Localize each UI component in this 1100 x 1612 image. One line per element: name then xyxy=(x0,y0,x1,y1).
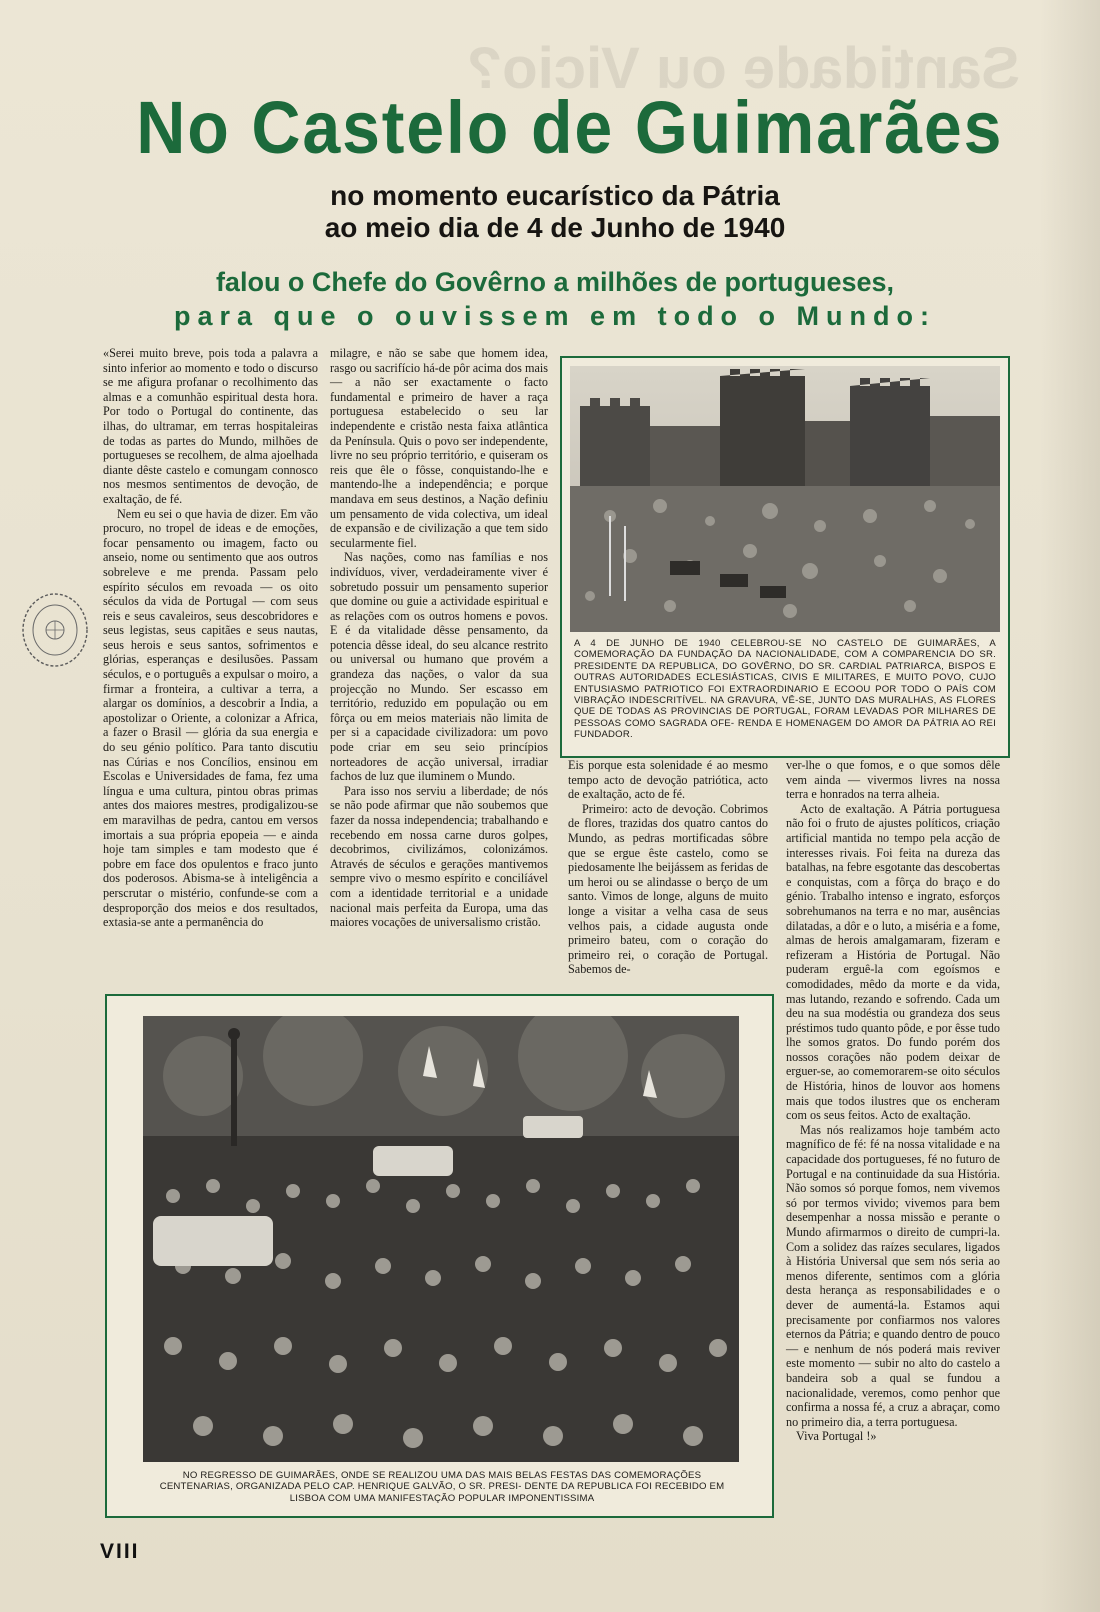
paragraph: Para isso nos serviu a liberdade; de nós se não pode afirmar que não soubemos que fazer da nossa independencia; trabalhando e recebendo em nossa carne duros golpes, decobrimos, civilizámos, colonizámos. Através de séculos e gerações mantivemos sempre vivo o mesmo espírito e concilíável com a identidade territorial e a unidade nacional mais perfeita da Europa, uma das maiores vocações de universalismo cristão. xyxy=(330,783,548,930)
page-edge-shadow xyxy=(1040,0,1100,1612)
article-subtitle xyxy=(235,180,875,244)
paragraph: milagre, e não se sabe que homem idea, rasgo ou sacrifício há-de pôr acima dos mais — a não ser exactamente o facto fundamental e primeiro de haver a raça portuguesa estabelecido o seu lar independente e cristão nesta faixa atlântica da Península. Quis o povo ser independente, livre no seu próprio território, e quiseram os reis que êle o fôsse, conquistando-lhe e mantendo-lhe a independência; e porque mandava em seus destinos, a Nação definiu um pensamento de vida colectiva, um ideal de expansão e de civilização a que tem sido secularmente fiel. xyxy=(330,346,548,550)
lisbon-crowd-photo-caption: NO REGRESSO DE GUIMARÃES, ONDE SE REALIZOU UMA DAS MAIS BELAS FESTAS DAS COMEMORAÇÕES CENTENARIAS, ORGANIZADA PELO CAP. HENRIQUE GALVÃO, O SR. PRESI- DENTE DA REPUBLICA FOI RECEBIDO EM LISBOA COM UMA MANIFESTAÇÃO POPULAR IMPONENTISSIMA xyxy=(159,1470,725,1504)
castle-photo-caption: A 4 DE JUNHO DE 1940 CELEBROU-SE NO CASTELO DE GUIMARÃES, A COMEMORAÇÃO DA FUNDAÇÃO DA NACIONALIDADE, COM A COMPARENCIA DO SR. PRESIDENTE DA REPUBLICA, DO GOVÊRNO, DO SR. CARDIAL PATRIARCA, BISPOS E OUTRAS AUTORIDADES ECLESIÁSTICAS, CIVIS E MILITARES, E MUITO POVO, CUJO ENTUSIASMO PATRIOTICO FOI EXTRAORDINARIO E ECOOU POR TODO O PAÍS COM VIBRAÇÃO INDESCRITÍVEL. NA GRAVURA, VÊ-SE, JUNTO DAS MURALHAS, AS FLORES QUE DE TODAS AS PROVINCIAS DE PORTUGAL, FORAM LEVADAS POR MILHARES DE PESSOAS COMO SAGRADA OFE- RENDA E HOMENAGEM DO AMOR DA PÁTRIA AO REI FUNDADOR. xyxy=(574,638,996,741)
paragraph: «Serei muito breve, pois toda a palavra a sinto inferior ao momento e todo o discurso se me afigura profanar o recolhimento das almas e a comunhão espiritual desta hora. Por todo o Portugal do continente, das ilhas, do ultramar, em terras hospitaleiras de todas as partes do Mundo, milhões de portugueses se recolhem, de alma ajoelhada diante dêste castelo e comungam connosco nos mesmos sentimentos de devoção, de exaltação, de fé. xyxy=(103,346,318,506)
text-column-3 xyxy=(568,758,768,988)
lead-line-1: falou o Chefe do Govêrno a milhões de portugueses, xyxy=(215,267,895,297)
castle-photo-frame xyxy=(560,356,1010,758)
article-title: No Castelo de Guimarães xyxy=(136,86,1004,169)
subtitle-line-2: ao meio dia de 4 de Junho de 1940 xyxy=(324,212,786,243)
article-lead xyxy=(120,265,990,333)
bleed-through-text: Santidade ou Vicio? xyxy=(466,36,1020,101)
paragraph: Mas nós realizamos hoje também acto magnífico de fé: fé na nossa vitalidade e na capacidade dos portugueses, fé no futuro de Portugal e na continuidade da sua História. Não somos só porque fomos, nem vivemos só por termos vivido; vivemos para bem desempenhar a nossa missão e perante o Mundo afirmarmos o direito de cumpri-la. Com a solidez das raízes seculares, ligados à História Universal que sem nós seria ao menos diferente, sentimos com a glória desta herança as responsabilidades e o dever de aumentá-la. Estamos aqui precisamente por confiarmos nos valores eternos da Pátria; e quando dentro de pouco — e nenhum de nós poderá mais reviver este momento — subir no alto do castelo a bandeira sob a qual se fundou a nacionalidade, veremos, como penhor que confirma a nossa fé, a cruz a abraçar, como no primeiro dia, a terra portuguesa. xyxy=(786,1122,1000,1429)
lisbon-crowd-photo-frame xyxy=(105,994,774,1518)
castle-photo xyxy=(570,366,1000,632)
paragraph: Nas nações, como nas famílias e nos indivíduos, viver, verdadeiramente viver é sobretudo possuir um pensamento superior que domine ou guie a actividade espiritual e as relações com os outros homens e povos. E é da vitalidade dêsse pensamento, da potencia dêsse ideal, do seu alcance restrito ou universal ou humano que provém a grandeza das nações, o valor da sua projecção no Mundo. Ser escasso em território, reduzido em população ou em fôrça ou em meios materiais não limita de per si a capacidade civilizadora: um povo pode criar em seu seio princípios norteadores de acção universal, irradiar fachos de luz que iluminem o Mundo. xyxy=(330,550,548,784)
paragraph: ver-lhe o que fomos, e o que somos dêle vem ainda — vivermos livres na nossa terra e honrados na terra alheia. xyxy=(786,758,1000,802)
speech-signoff: Viva Portugal !» xyxy=(796,1429,877,1444)
paragraph: Eis porque esta solenidade é ao mesmo tempo acto de devoção patriótica, acto de exaltação, acto de fé. xyxy=(568,758,768,802)
paragraph: Primeiro: acto de devoção. Cobrimos de flores, trazidas dos quatro cantos do Mundo, as pedras mortificadas sôbre que se ergue êste castelo, como se piedosamente lhe beijássem as feridas de um heroi ou se alindasse o berço de um santo. Vimos de longe, alguns de muito longe a visitar a velha casa de seus velhos pais, a cidade augusta onde primeiro bateu, com o coração do primeiro rei, o coração de Portugal. Sabemos de- xyxy=(568,801,769,977)
library-stamp-icon xyxy=(18,590,92,670)
page-number: VIII xyxy=(100,1540,140,1563)
subtitle-line-1: no momento eucarístico da Pátria xyxy=(330,180,780,211)
lead-line-2: para que o ouvissem em todo o Mundo: xyxy=(173,301,937,331)
lisbon-crowd-photo xyxy=(143,1016,739,1462)
paragraph: Acto de exaltação. A Pátria portuguesa não foi o fruto de ajustes políticos, criação artificial mantida no tempo pela acção de interesses rivais. Foi feita na dureza das batalhas, na febre esgotante das descobertas e conquistas, com a fôrça do braço e do génio. Trabalho intenso e ingrato, esforços sobrehumanos na terra e no mar, ausências dilatadas, a dôr e o luto, a miséria e a fome, almas de herois amalgamaram, fizeram e refizeram a História de Portugal. Não puderam erguê-la com egoísmos e comodidades, mêdo da morte e da vida, mas lutando, rezando e sofrendo. Cada um deu na sua modéstia ou grandeza dos seus préstimos tudo quanto pôde, e por êsse tudo lhe somos gratos. Do fundo porém dos nossos corações não podem deixar de erguer-se, ao comemorarem-se oito séculos de História, hinos de louvor aos homens mais que todos ilustres que os encheram com os seus feitos. Acto de exaltação. xyxy=(786,801,1000,1123)
lisbon-crowd-photo-image xyxy=(143,1016,739,1462)
text-column-4 xyxy=(786,758,1000,1513)
text-column-1 xyxy=(103,346,318,986)
text-column-2 xyxy=(330,346,548,976)
castle-photo-image xyxy=(570,366,1000,632)
paragraph: Nem eu sei o que havia de dizer. Em vão procuro, no tropel de ideas e de emoções, focar pensamento ou imagem, facto ou anseio, nome ou sentimento que aos outros sobreleve e me prenda. Passam pelo espírito séculos em revoada — os oito séculos da vida de Portugal — com seus reis e seus cavaleiros, seus descobridores e seus legistas, seus capitães e seus nautas, seus herois e seus santos, sofrimentos e glórias, esperanças e desilusões. Passam séculos, e o português a expulsar o moiro, a firmar a fronteira, a cultivar a terra, a alargar os domínios, a descobrir a India, a apostolizar o Oriente, a colonizar a Africa, a fazer o Brasil — glória da sua energia e do seu génio político. Para tanto discutiu nas Cúrias e nos Concílios, ensinou em Escolas e Universidades de fama, fez uma língua e uma cultura, pintou obras primas antes dos maiores mestres, prodigalizou-se em maravilhas de pedra, cantou em versos imortais a sua própria epopeia — e ainda hoje tam simples e tam modesto que é pobre em face dos opulentos e fraco junto dos poderosos. Abisma-se à inteligência a perscrutar o mistério, confunde-se com a desproporção dos meios e dos resultados, extasia-se ante a permanência do xyxy=(103,506,318,930)
